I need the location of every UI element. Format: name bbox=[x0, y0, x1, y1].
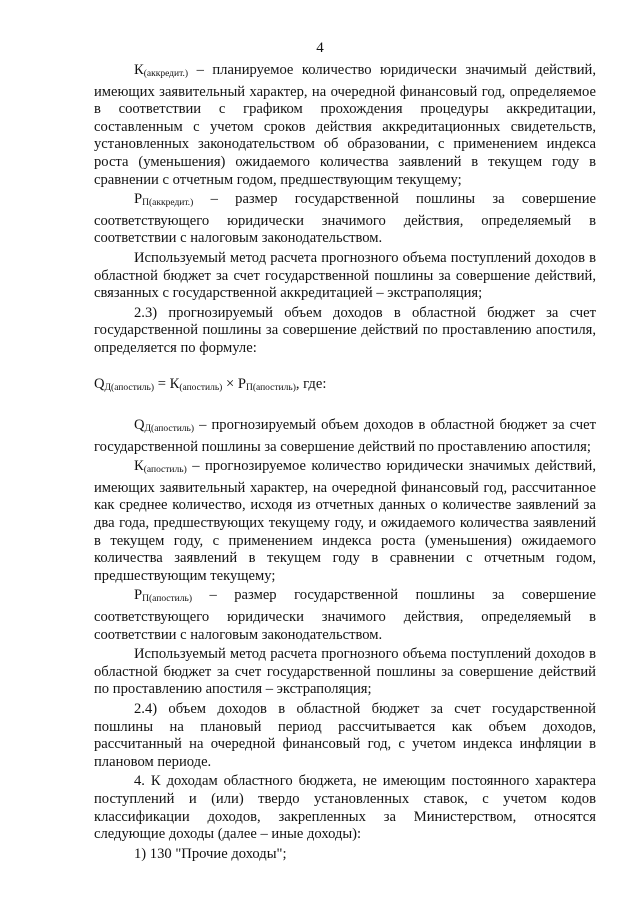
subscript: Д(апостиль) bbox=[144, 424, 195, 435]
formula-apostille bbox=[94, 376, 596, 398]
paragraph-method-apostille: Используемый метод расчета прогнозного объема поступлений доходов в областной бюджет за счет государственной пошлины за совершение действий по проставлению апостиля – экстраполяция; bbox=[94, 646, 596, 698]
formula-k-sub: (апостиль) bbox=[179, 382, 223, 393]
formula-q-sub: Д(апостиль) bbox=[104, 382, 155, 393]
formula-p-sub: П(апостиль) bbox=[245, 382, 296, 393]
paragraph-text: – планируемое количество юридически значимый действий, имеющих заявительный характер, на очередной финансовый год, определяемое в соответствии с графиком прохождения процедуры аккредитации, составленным с учетом сроков действия аккредитационных свидетельств, установленных законодательством об образовании, с применением индекса роста (уменьшения) ожидаемого количества заявлений в текущем году в сравнении с отчетным годом, предшествующим текущему; bbox=[94, 62, 596, 188]
symbol: Р bbox=[134, 587, 143, 604]
symbol: К bbox=[134, 458, 144, 475]
paragraph-4-1: 1) 130 "Прочие доходы"; bbox=[134, 845, 287, 862]
paragraph-2-4: 2.4) объем доходов в областной бюджет за счет государственной пошлины на плановый период рассчитывается как объем доходов, рассчитанный на очередной финансовый год, с учетом индекса инфляции в плановом периоде. bbox=[94, 701, 596, 770]
symbol: Q bbox=[134, 417, 145, 434]
formula-eq: = К bbox=[154, 375, 180, 392]
formula-times: × Р bbox=[222, 375, 246, 392]
paragraph-k-apostille bbox=[94, 458, 596, 585]
paragraph-text: – размер государственной пошлины за совершение соответствующего юридически значимого действия, определяемый в соответствии с налоговым законодательством. bbox=[94, 587, 596, 643]
paragraph-method-accredit: Используемый метод расчета прогнозного объема поступлений доходов в областной бюджет за счет государственной пошлины за совершение действий, связанных с государственной аккредитацией – экстраполяция; bbox=[94, 249, 596, 302]
paragraph-p-accredit bbox=[94, 191, 596, 248]
paragraph-text: – прогнозируемое количество юридически значимых действий, имеющих заявительный характер, на очередной финансовый год, рассчитанное как среднее количество, исходя из отчетных данных о количестве заявлений за два года, предшествующих текущему году, и ожидаемого количества заявлений в текущем году, с применением индекса роста (уменьшения) ожидаемого количества заявлений в текущем году в сравнении с отчетным годом, предшествующим текущему; bbox=[94, 458, 596, 584]
paragraph-q-apostille bbox=[94, 417, 596, 456]
paragraph-text: – размер государственной пошлины за совершение соответствующего юридически значимого действия, определяемый в соответствии с налоговым законодательством. bbox=[94, 191, 596, 247]
subscript: П(апостиль) bbox=[142, 594, 192, 605]
paragraph-4: 4. К доходам областного бюджета, не имеющим постоянного характера поступлений и (или) твердо установленных ставок, с учетом кодов классификации доходов, закрепленных за Министерством, относятся следующие доходы (далее – иные доходы): bbox=[94, 773, 596, 843]
subscript: (апостиль) bbox=[143, 465, 187, 476]
paragraph-p-apostille bbox=[94, 587, 596, 644]
document-body bbox=[94, 62, 596, 865]
paragraph-2-3: 2.3) прогнозируемый объем доходов в областной бюджет за счет государственной пошлины за совершение действий по проставлению апостиля, определяется по формуле: bbox=[94, 304, 596, 356]
formula-q: Q bbox=[94, 375, 105, 392]
paragraph-k-accredit bbox=[94, 62, 596, 189]
subscript: (аккредит.) bbox=[143, 69, 189, 79]
symbol: Р bbox=[134, 191, 143, 208]
subscript: П(аккредит.) bbox=[142, 198, 194, 209]
page-number: 4 bbox=[316, 40, 324, 56]
symbol: К bbox=[134, 62, 144, 78]
formula-end: , где: bbox=[295, 375, 327, 392]
paragraph-text: – прогнозируемый объем доходов в областной бюджет за счет государственной пошлины за совершение действий по проставлению апостиля; bbox=[94, 417, 596, 455]
